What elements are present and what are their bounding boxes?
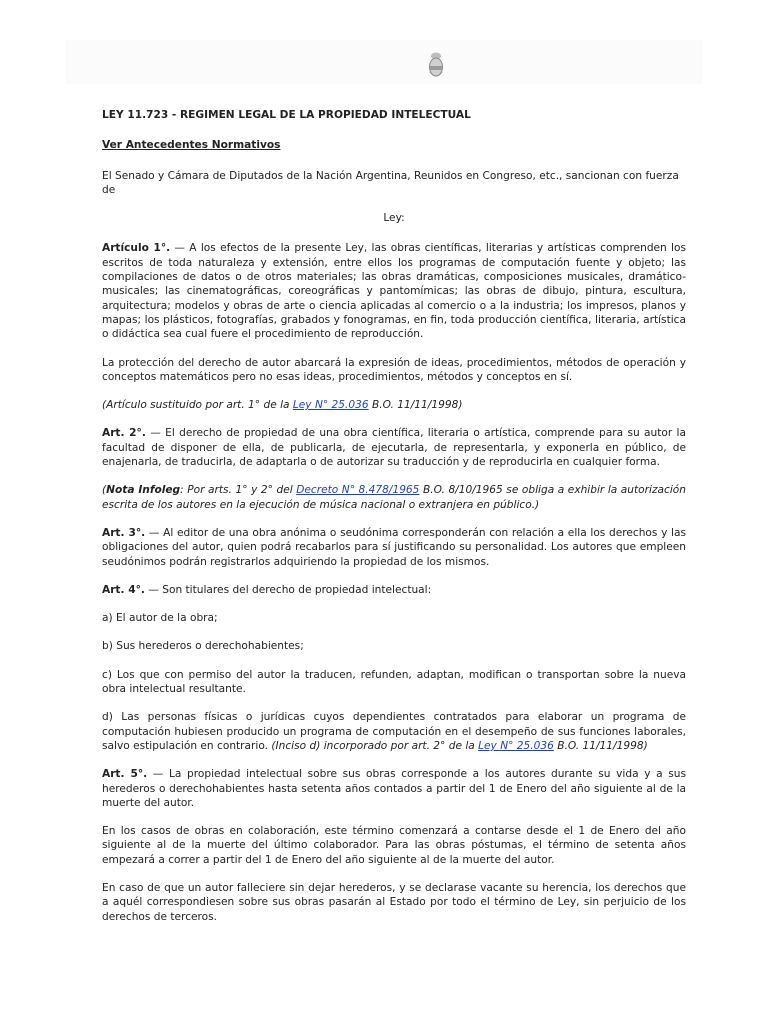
article-4-text: — Son titulares del derecho de propiedad intelectual: <box>144 583 432 596</box>
article-1-note-suffix: B.O. 11/11/1998) <box>368 399 463 412</box>
infoleg-open-paren: ( <box>102 484 107 497</box>
article-5 <box>102 767 686 810</box>
article-4-item-d <box>102 710 686 753</box>
preamble: El Senado y Cámara de Diputados de la Nación Argentina, Reunidos en Congreso, etc., sancionan con fuerza de <box>102 169 679 196</box>
decreto-8478-link[interactable]: Decreto N° 8.478/1965 <box>296 484 420 497</box>
article-1-paragraph-2: La protección del derecho de autor abarcará la expresión de ideas, procedimientos, métodos de operación y conceptos matemáticos pero no esas ideas, procedimientos, métodos y conceptos en sí. <box>102 356 686 383</box>
ley-label: Ley: <box>383 212 405 225</box>
antecedentes-paragraph <box>102 138 686 152</box>
article-5-text: — La propiedad intelectual sobre sus obras corresponde a los autores durante su vida y a sus herederos o derechohabientes hasta setenta años contados a partir del 1 de Enero del año siguiente al de la muerte del autor. <box>102 768 686 809</box>
article-4-label: Art. 4°. <box>102 583 145 596</box>
header-band <box>66 40 702 84</box>
article-1-label: Artículo 1°. <box>102 242 171 255</box>
article-4-item-a: a) El autor de la obra; <box>102 612 218 625</box>
infoleg-note <box>102 483 686 512</box>
antecedentes-link[interactable]: Ver Antecedentes Normativos <box>102 139 281 152</box>
document-title: LEY 11.723 - REGIMEN LEGAL DE LA PROPIEDAD INTELECTUAL <box>102 109 471 121</box>
article-5-paragraph-2: En los casos de obras en colaboración, este término comenzará a contarse desde el 1 de Enero del año siguiente al de la muerte del último colaborador. Para las obras póstumas, el término de setenta años empezará a correr a partir del 1 de Enero del año siguiente al de la muerte del autor. <box>102 825 686 866</box>
infoleg-label: Nota Infoleg <box>106 484 181 497</box>
article-3-label: Art. 3°. <box>102 526 146 539</box>
article-2 <box>102 426 686 469</box>
article-1-note-prefix: (Artículo sustituido por art. 1° de la <box>102 399 293 412</box>
article-2-text: — El derecho de propiedad de una obra científica, literaria o artística, comprende para su autor la facultad de disponer de ella, de publicarla, de ejecutarla, de representarla, y exponerla en público, de enajenarla, de traducirla, de adaptarla o de autorizar su traducción y de reproducirla en cualquier forma. <box>102 427 686 469</box>
article-1-note <box>102 398 686 412</box>
ley-25036-link-2[interactable]: Ley N° 25.036 <box>478 739 554 752</box>
infoleg-prefix: : Por arts. 1° y 2° del <box>180 484 297 497</box>
article-4-item-d-text: d) Las personas físicas o jurídicas cuyos dependientes contratados para elaborar un programa de computación hubiesen producido un programa de computación en el desempeño de sus funciones laborales, salvo estipulación en contrario. <box>102 711 686 752</box>
article-5-label: Art. 5°. <box>102 768 148 781</box>
article-4-item-b: b) Sus herederos o derechohabientes; <box>102 640 304 653</box>
ley-25036-link[interactable]: Ley N° 25.036 <box>292 399 369 412</box>
article-3 <box>102 526 686 569</box>
coat-of-arms-icon <box>426 50 446 80</box>
article-1 <box>102 241 686 341</box>
article-3-text: — Al editor de una obra anónima o seudónima corresponderán con relación a ella los derechos y las obligaciones del autor, quien podrá recabarlos para sí justificando su personalidad. Los autores que empleen seudónimos podrán registrarlos adquiriendo la propiedad de los mismos. <box>102 526 686 568</box>
infoleg-suffix: B.O. 8/10/1965 se obliga a exhibir la autorización escrita de los autores en la ejecución de música nacional o extranjera en público.) <box>102 484 686 511</box>
article-2-label: Art. 2°. <box>102 427 146 440</box>
document-body <box>102 108 686 924</box>
article-5-paragraph-3: En caso de que un autor falleciere sin dejar herederos, y se declarase vacante su herencia, los derechos que a aquél correspondiesen sobre sus obras pasarán al Estado por todo el término de Ley, sin perjuicio de los derechos de terceros. <box>102 881 686 923</box>
article-4 <box>102 583 686 597</box>
article-1-text: — A los efectos de la presente Ley, las obras científicas, literarias y artísticas comprenden los escritos de toda naturaleza y extensión, entre ellos los programas de computación fuente y objeto; las compilaciones de datos o de otros materiales; las obras dramáticas, composiciones musicales, dramático-musicales; las cinematográficas, coreográficas y pantomímicas; las obras de dibujo, pintura, escultura, arquitectura; modelos y obras de arte o ciencia aplicadas al comercio o a la industria; los impresos, planos y mapas; los plásticos, fotografías, grabados y fonogramas, en fin, toda producción científica, literaria, artística o didáctica sea cual fuere el procedimiento de reproducción. <box>102 242 687 341</box>
article-4-item-d-note-suffix: B.O. 11/11/1998) <box>553 739 648 752</box>
article-4-item-d-note-prefix: (Inciso d) incorporado por art. 2° de la <box>268 739 479 752</box>
article-4-item-c: c) Los que con permiso del autor la traducen, refunden, adaptan, modifican o transportan sobre la nueva obra intelectual resultante. <box>102 668 686 696</box>
